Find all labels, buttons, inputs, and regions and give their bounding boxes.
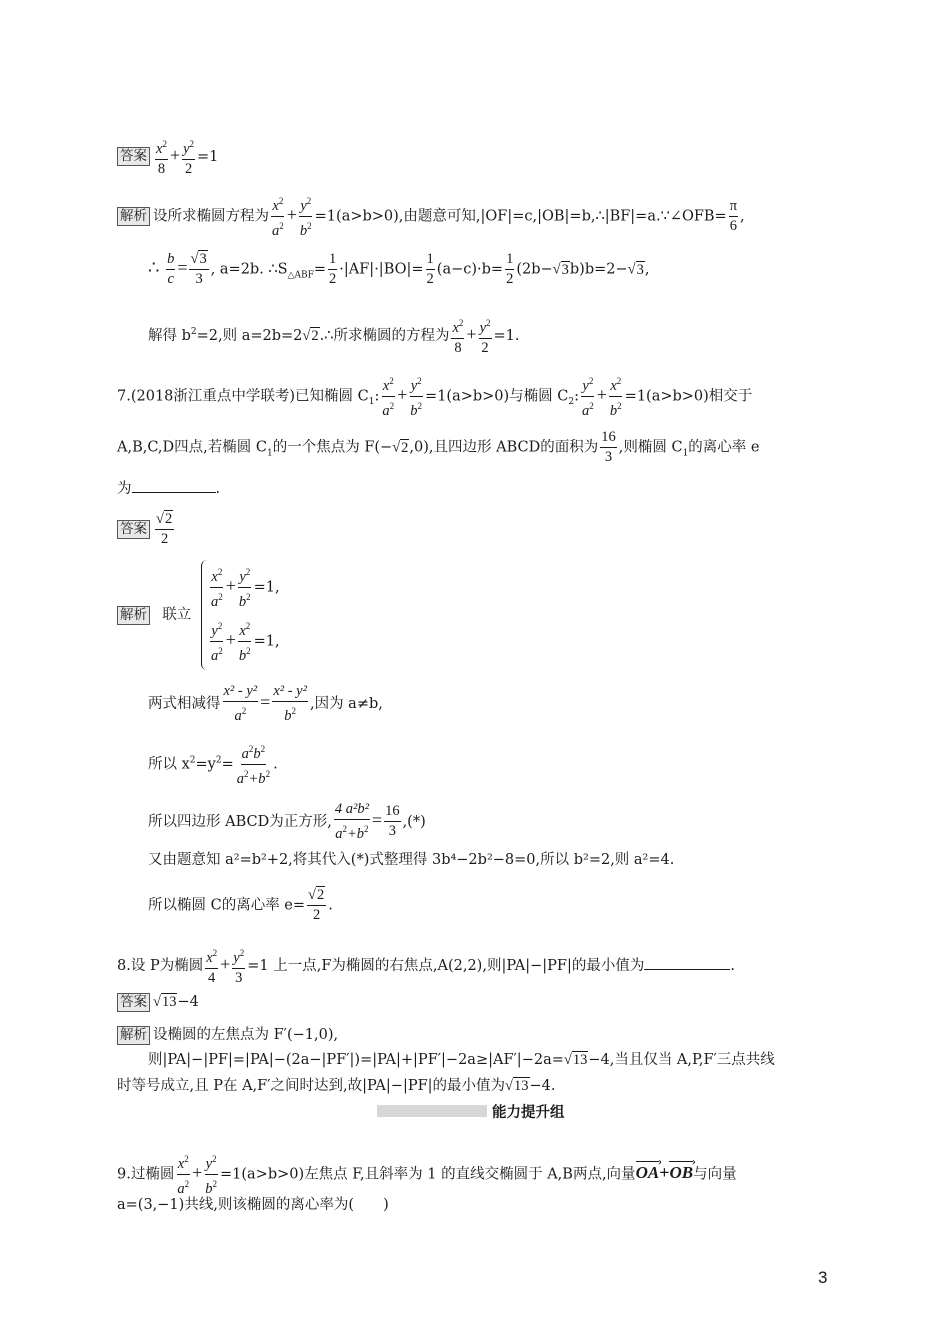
page-number: 3 (818, 1268, 828, 1287)
answer-tag: 答案 (117, 993, 150, 1012)
question-9-line-1: 9.过椭圆 $\frac{x^2}{a^2}$ + $\frac{y^2}{b^2}$ =1(a>b>0)左焦点 F,且斜率为 1 的直线交椭圆于 A,B两点,向量OA ›+OB ›与向量 (117, 1150, 737, 1199)
solution-8-line-3: 时等号成立,且 P在 A,F′之间时达到,故|PA|−|PF|的最小值为√13−4. (117, 1078, 556, 1094)
solution-7-line-1: 两式相减得 $\frac{\text{x² - y²}}{a^2}$ = $\frac{\text{x² - y²}}{b^2}$ ,因为 a≠b, (148, 683, 383, 724)
solution-7-label: 解析 联立 (117, 605, 191, 625)
solution-prev-line-3: 解得 $b^2=2$,则 a=2b=2√2.∴所求椭圆的方程为 $\frac{x^2}{8}$ + $\frac{y^2}{2}$ =1. (148, 314, 520, 358)
solution-prev-line-1: 解析 设所求椭圆方程为 $\frac{x^2}{a^2}$ + $\frac{y^2}{b^2}$ =1(a>b>0),由题意可知,|OF|=c,|OB|=b,∴|BF|=a.∵∠OFB= $\frac{\pi}{6}$ , (117, 192, 745, 241)
solution-7-line-3: 所以四边形 ABCD为正方形, $\frac{\text{4 a²b²}}{a^2+b^2}$ = $\frac{16}{3}$ ,(*) (148, 801, 426, 842)
question-8: 8.设 P为椭圆 $\frac{x^2}{4}$ + $\frac{y^2}{3}$ =1 上一点,F为椭圆的右焦点,A(2,2),则|PA|−|PF|的最小值为 . (117, 944, 735, 988)
answer-tag: 答案 (117, 520, 150, 539)
solution-tag: 解析 (117, 606, 150, 625)
answer-blank[interactable] (644, 955, 730, 970)
solution-7-line-2: 所以 $x^2=y^2=$ $\frac{a^2b^2}{a^2+b^2}$ . (148, 740, 278, 789)
answer-prev: 答案 $\frac{x^2}{8}$ + $\frac{y^2}{2}$ =1 (117, 135, 218, 179)
solution-tag: 解析 (117, 207, 150, 226)
answer-8: 答案 √13−4 (117, 992, 199, 1012)
answer-blank[interactable] (132, 478, 216, 493)
vector-oa: OA › (636, 1163, 660, 1183)
system-eq-2: $\frac{y^2}{a^2}$ + $\frac{x^2}{b^2}$ =1, (208, 617, 280, 666)
question-9-line-2: a=(3,−1)共线,则该椭圆的离心率为( ) (117, 1197, 389, 1213)
solution-7-line-4: 又由题意知 a²=b²+2,将其代入(*)式整理得 3b⁴−2b²−8=0,所以 b²=2,则 a²=4. (148, 852, 675, 868)
question-7-line-1: 7.(2018浙江重点中学联考)已知椭圆 $C_1$: $\frac{x^2}{a^2}$ + $\frac{y^2}{b^2}$ =1(a>b>0)与椭圆 $C_2$: $\frac{y^2}{a^2}$ + $\frac{x^2}{b^2}$ =1(a>b>0)相交于 (117, 372, 752, 421)
question-7-line-2: A,B,C,D四点,若椭圆 $C_1$的一个焦点为 F(−√2,0),且四边形 ABCD的面积为 $\frac{16}{3}$ ,则椭圆 $C_1$的离心率 e (117, 429, 760, 465)
section-title: 能力提升组 (492, 1105, 565, 1121)
section-bar (377, 1105, 487, 1117)
solution-prev-line-2: ∴ $\frac{b}{c}$ = $\frac{√3}{3}$ , a=2b. $\therefore S_{\triangle ABF}=$ $\frac{1}{2}$ ·|AF|·|BO|= $\frac{1}{2}$ (a−c)·b= $\frac{1}{2}$ (2b−√3b)b=2−√3, (148, 251, 650, 287)
solution-8-line-2: 则|PA|−|PF|=|PA|−(2a−|PF′|)=|PA|+|PF′|−2a≥|AF′|−2a=√13−4,当且仅当 A,P,F′三点共线 (148, 1052, 775, 1068)
answer-7: 答案 $\frac{√2}{2}$ (117, 510, 176, 549)
answer-tag: 答案 (117, 147, 150, 166)
system-eq-1: $\frac{x^2}{a^2}$ + $\frac{y^2}{b^2}$ =1, (208, 563, 280, 612)
solution-7-line-5: 所以椭圆 C的离心率 e= $\frac{√2}{2}$ . (148, 887, 333, 923)
vector-ob: OB › (669, 1163, 693, 1183)
solution-tag: 解析 (117, 1026, 150, 1045)
solution-8-line-1: 解析 设椭圆的左焦点为 F′(−1,0), (117, 1025, 338, 1045)
question-7-line-3: 为 . (117, 478, 220, 499)
